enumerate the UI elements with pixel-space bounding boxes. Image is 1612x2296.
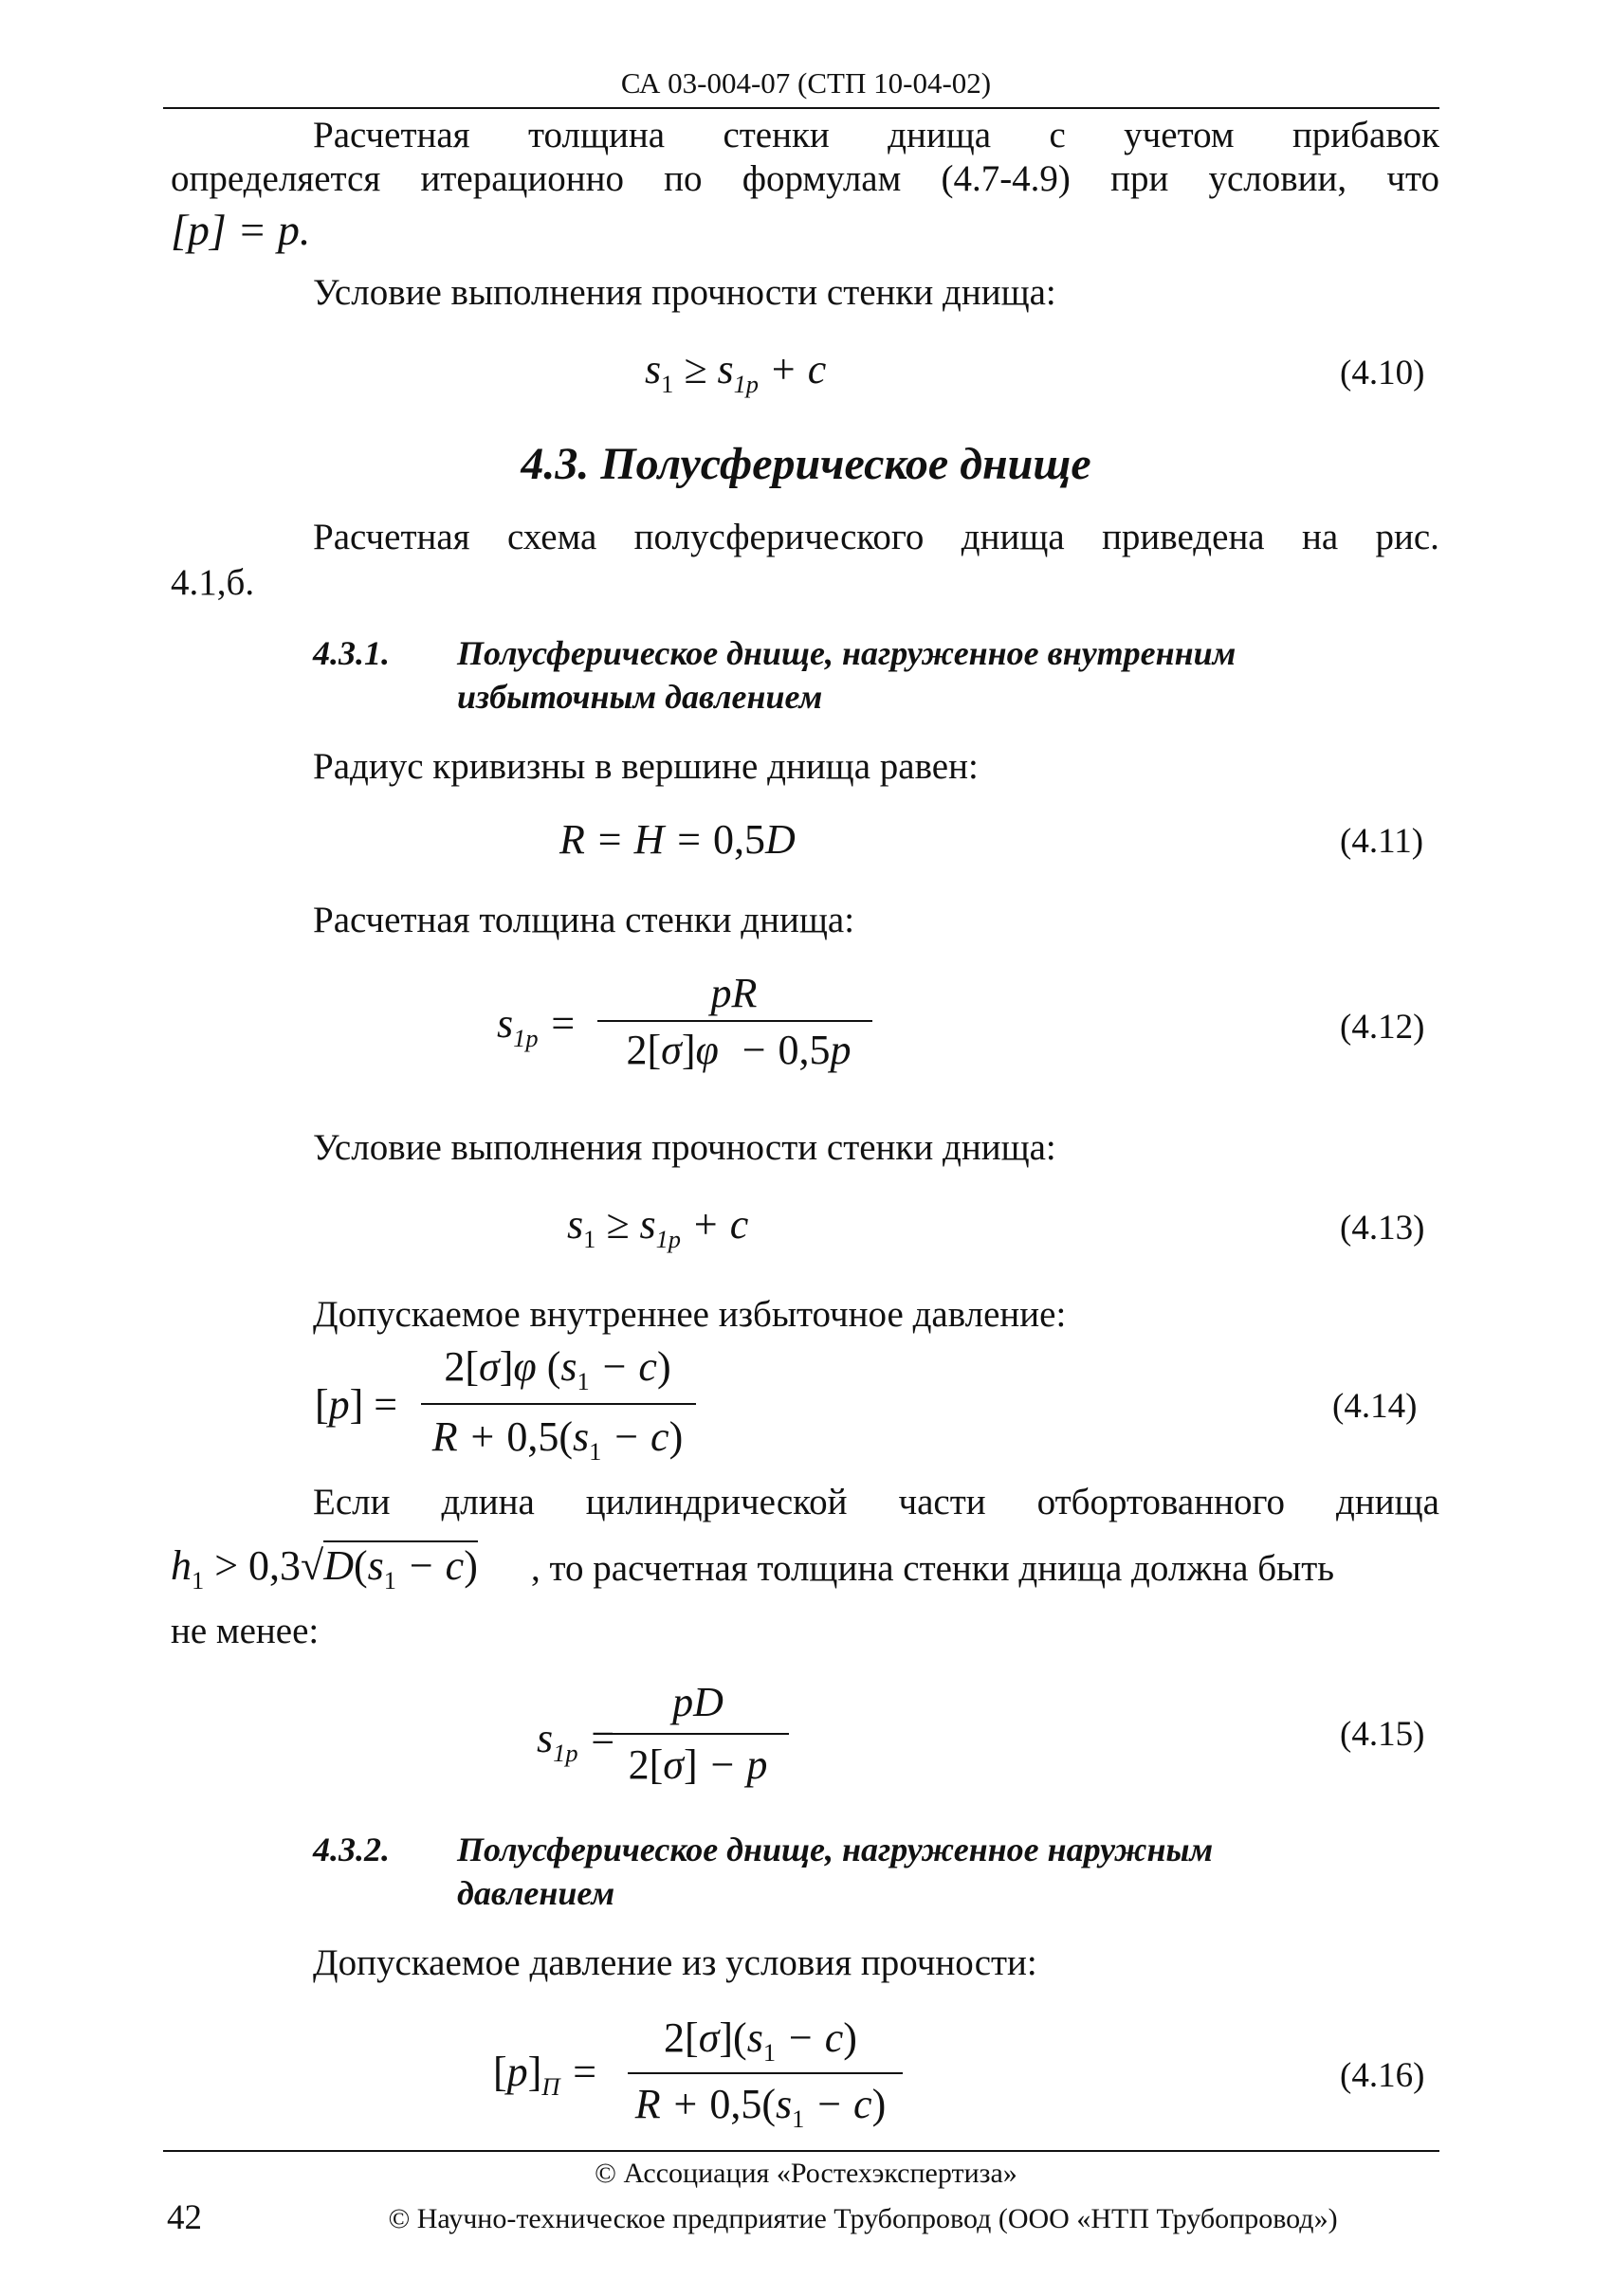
equation-number-4-10: (4.10) — [1340, 354, 1425, 392]
word: условии, — [1208, 158, 1347, 199]
equation-4-14-denominator: $R + 0,5(s_1 - c)$ — [431, 1413, 684, 1466]
word: учетом — [1124, 115, 1235, 155]
word: днища — [961, 517, 1065, 557]
scheme-line-1 — [313, 516, 1439, 558]
word: днища — [888, 115, 992, 155]
word: итерационно — [420, 158, 624, 199]
fraction-bar — [597, 1020, 872, 1022]
equation-number-4-16: (4.16) — [1340, 2056, 1425, 2095]
word: толщина — [528, 115, 666, 155]
page-number: 42 — [167, 2198, 202, 2237]
word: что — [1386, 158, 1439, 199]
subsection-number-4-3-1: 4.3.1. — [313, 634, 390, 672]
word: Расчетная — [313, 115, 470, 155]
equation-4-16-lhs: $[p]_П$ = — [493, 2049, 599, 2101]
equation-number-4-14: (4.14) — [1332, 1387, 1418, 1426]
word: Расчетная — [313, 517, 470, 557]
equation-4-15-numerator: pD — [672, 1679, 724, 1725]
word: стенки — [723, 115, 830, 155]
word: части — [898, 1482, 986, 1522]
word: схема — [506, 517, 597, 557]
subsection-title-4-3-2-line-1: Полусферическое днище, нагруженное наружным — [457, 1831, 1214, 1868]
equation-4-10: $s_1 \ge s_{1p} + c$ — [645, 346, 827, 398]
word: (4.7-4.9) — [941, 158, 1071, 199]
word: длина — [441, 1482, 535, 1522]
word: с — [1049, 115, 1066, 155]
allowed-strength-text: Допускаемое давление из условия прочности: — [313, 1942, 1037, 1983]
equation-4-14-numerator: 2[σ]φ $(s_1 - c)$ — [444, 1343, 671, 1395]
cyl-line-2-text: , то расчетная толщина стенки днища должна быть — [531, 1548, 1335, 1589]
intro-line-2 — [171, 157, 1439, 200]
word: цилиндрической — [585, 1482, 848, 1522]
word: формулам — [742, 158, 902, 199]
thickness-text: Расчетная толщина стенки днища: — [313, 900, 855, 940]
word: приведена — [1102, 517, 1265, 557]
equation-number-4-15: (4.15) — [1340, 1715, 1425, 1754]
equation-4-15-lhs: $s_{1p}$ = — [537, 1715, 617, 1767]
word: прибавок — [1291, 115, 1439, 155]
intro-line-3-formula: [p] = p. — [171, 206, 311, 254]
word: днища — [1336, 1482, 1439, 1522]
fraction-bar — [421, 1403, 696, 1405]
word: при — [1110, 158, 1169, 199]
subsection-title-4-3-1-line-2: избыточным давлением — [457, 678, 823, 716]
word: рис. — [1375, 517, 1439, 557]
allowed-internal-pressure-text: Допускаемое внутреннее избыточное давление: — [313, 1294, 1067, 1335]
footer-rule — [163, 2150, 1439, 2152]
fraction-bar — [628, 2072, 903, 2074]
equation-4-16-numerator: $2[\sigma](s_1 - c)$ — [664, 2014, 857, 2067]
footer-association: © Ассоциация «Ростехэкспертиза» — [595, 2158, 1017, 2189]
cyl-line-3: не менее: — [171, 1611, 320, 1651]
equation-4-14-lhs: [p] = — [315, 1381, 398, 1428]
strength-condition-text-1: Условие выполнения прочности стенки днища: — [313, 272, 1056, 313]
equation-number-4-13: (4.13) — [1340, 1209, 1425, 1248]
equation-4-15-denominator: 2[σ] − p — [628, 1741, 768, 1788]
footer-enterprise: © Научно-техническое предприятие Трубопровод (ООО «НТП Трубопровод») — [388, 2203, 1338, 2234]
word: определяется — [171, 158, 381, 199]
fraction-bar — [609, 1733, 789, 1735]
document-code-header: СА 03-004-07 (СТП 10-04-02) — [620, 66, 992, 100]
subsection-number-4-3-2: 4.3.2. — [313, 1831, 390, 1868]
word: полусферического — [633, 517, 925, 557]
subsection-title-4-3-2-line-2: давлением — [457, 1874, 615, 1912]
equation-4-13: $s_1 \ge s_{1p} + c$ — [567, 1201, 749, 1253]
equation-4-12-numerator: pR — [710, 970, 758, 1016]
equation-number-4-11: (4.11) — [1340, 822, 1424, 861]
equation-4-11: R = H = 0,5D — [559, 816, 796, 863]
cyl-condition-formula: $h_1 > 0,3√D(s_1 - c)$ — [171, 1542, 478, 1594]
strength-condition-text-2: Условие выполнения прочности стенки днища: — [313, 1127, 1056, 1168]
word: по — [664, 158, 703, 199]
radius-text: Радиус кривизны в вершине днища равен: — [313, 746, 979, 787]
word: Если — [313, 1482, 391, 1522]
word: на — [1301, 517, 1339, 557]
subsection-title-4-3-1-line-1: Полусферическое днище, нагруженное внутренним — [457, 634, 1236, 672]
section-title-4-3: 4.3. Полусферическое днище — [521, 439, 1091, 489]
intro-line-1 — [313, 114, 1439, 156]
cyl-line-1 — [313, 1481, 1439, 1523]
equation-4-12-lhs: $s_{1p}$ = — [497, 1000, 577, 1052]
scheme-line-2: 4.1,б. — [171, 562, 255, 603]
word: отбортованного — [1036, 1482, 1286, 1522]
equation-number-4-12: (4.12) — [1340, 1008, 1425, 1047]
equation-4-12-denominator: 2[σ]φ − 0,5p — [626, 1027, 852, 1073]
equation-4-16-denominator: $R + 0,5(s_1 - c)$ — [634, 2081, 887, 2133]
header-rule — [163, 107, 1439, 109]
